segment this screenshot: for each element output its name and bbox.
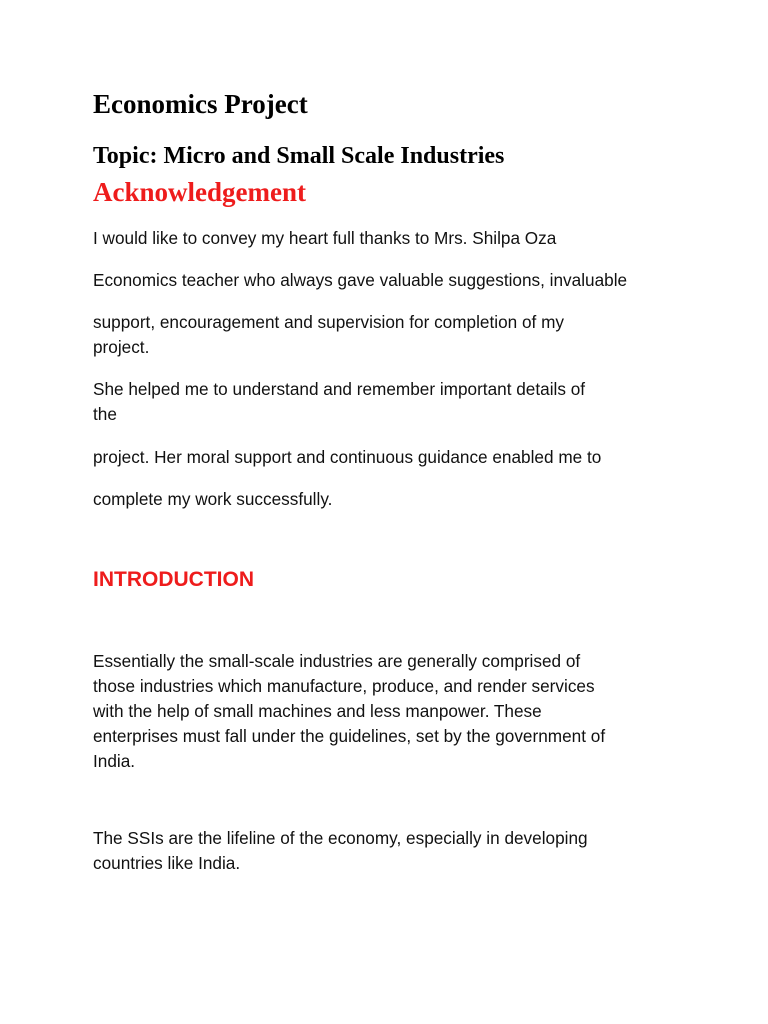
text-line: project.	[93, 337, 150, 357]
text-line: support, encouragement and supervision for completion of my	[93, 312, 565, 332]
acknowledgement-paragraph	[93, 310, 683, 360]
text-line: the	[93, 404, 117, 424]
acknowledgement-paragraph	[93, 268, 683, 293]
text-line: with the help of small machines and less manpower. These	[93, 701, 542, 721]
document-topic: Topic: Micro and Small Scale Industries	[93, 143, 505, 169]
introduction-heading: INTRODUCTION	[93, 568, 254, 591]
text-line: countries like India.	[93, 853, 241, 873]
acknowledgement-paragraph	[93, 445, 683, 470]
text-line: India.	[93, 751, 136, 771]
text-line: Essentially the small-scale industries are generally comprised of	[93, 651, 581, 671]
text-line: enterprises must fall under the guidelines, set by the government of	[93, 726, 606, 746]
acknowledgement-paragraph	[93, 487, 683, 512]
text-line: She helped me to understand and remember important details of	[93, 379, 586, 399]
acknowledgement-paragraph	[93, 377, 683, 427]
text-line: project. Her moral support and continuous guidance enabled me to	[93, 447, 602, 467]
introduction-paragraph	[93, 649, 683, 774]
acknowledgement-paragraph	[93, 226, 683, 251]
text-line: Economics teacher who always gave valuable suggestions, invaluable	[93, 270, 628, 290]
text-line: The SSIs are the lifeline of the economy, especially in developing	[93, 828, 588, 848]
introduction-paragraph	[93, 826, 683, 876]
acknowledgement-heading: Acknowledgement	[93, 177, 306, 207]
text-line: I would like to convey my heart full thanks to Mrs. Shilpa Oza	[93, 228, 557, 248]
document-title: Economics Project	[93, 89, 308, 119]
text-line: those industries which manufacture, produce, and render services	[93, 676, 595, 696]
text-line: complete my work successfully.	[93, 489, 333, 509]
